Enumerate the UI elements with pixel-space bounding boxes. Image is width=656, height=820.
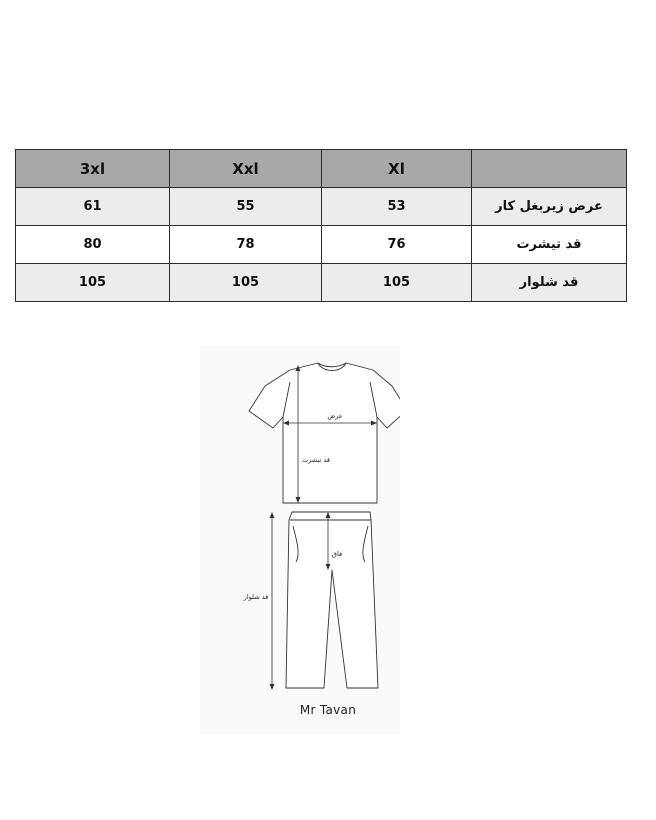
width-label: عرض: [327, 412, 343, 420]
cell-xxl: 105: [170, 264, 322, 302]
header-xxl: Xxl: [170, 150, 322, 188]
cell-3xl: 61: [16, 188, 170, 226]
pants-length-label: قد شلوار: [243, 593, 269, 601]
table-row: [16, 264, 627, 302]
row-label: قد تیشرت: [472, 226, 627, 264]
cell-3xl: 80: [16, 226, 170, 264]
table-row: [16, 188, 627, 226]
header-label: [472, 150, 627, 188]
rise-label: فاق: [331, 550, 343, 558]
brand-name: Mr Tavan: [299, 703, 357, 717]
shirt-length-label: قد تیشرت: [302, 456, 330, 464]
cell-xl: 53: [322, 188, 472, 226]
row-label: قد شلوار: [472, 264, 627, 302]
cell-xl: 76: [322, 226, 472, 264]
garment-measurement-diagram: [200, 345, 400, 735]
table-row: [16, 226, 627, 264]
size-table: [15, 149, 627, 302]
cell-xxl: 78: [170, 226, 322, 264]
cell-3xl: 105: [16, 264, 170, 302]
header-3xl: 3xl: [16, 150, 170, 188]
header-xl: Xl: [322, 150, 472, 188]
table-header-row: [16, 150, 627, 188]
cell-xl: 105: [322, 264, 472, 302]
row-label: عرض زیربغل کار: [472, 188, 627, 226]
cell-xxl: 55: [170, 188, 322, 226]
